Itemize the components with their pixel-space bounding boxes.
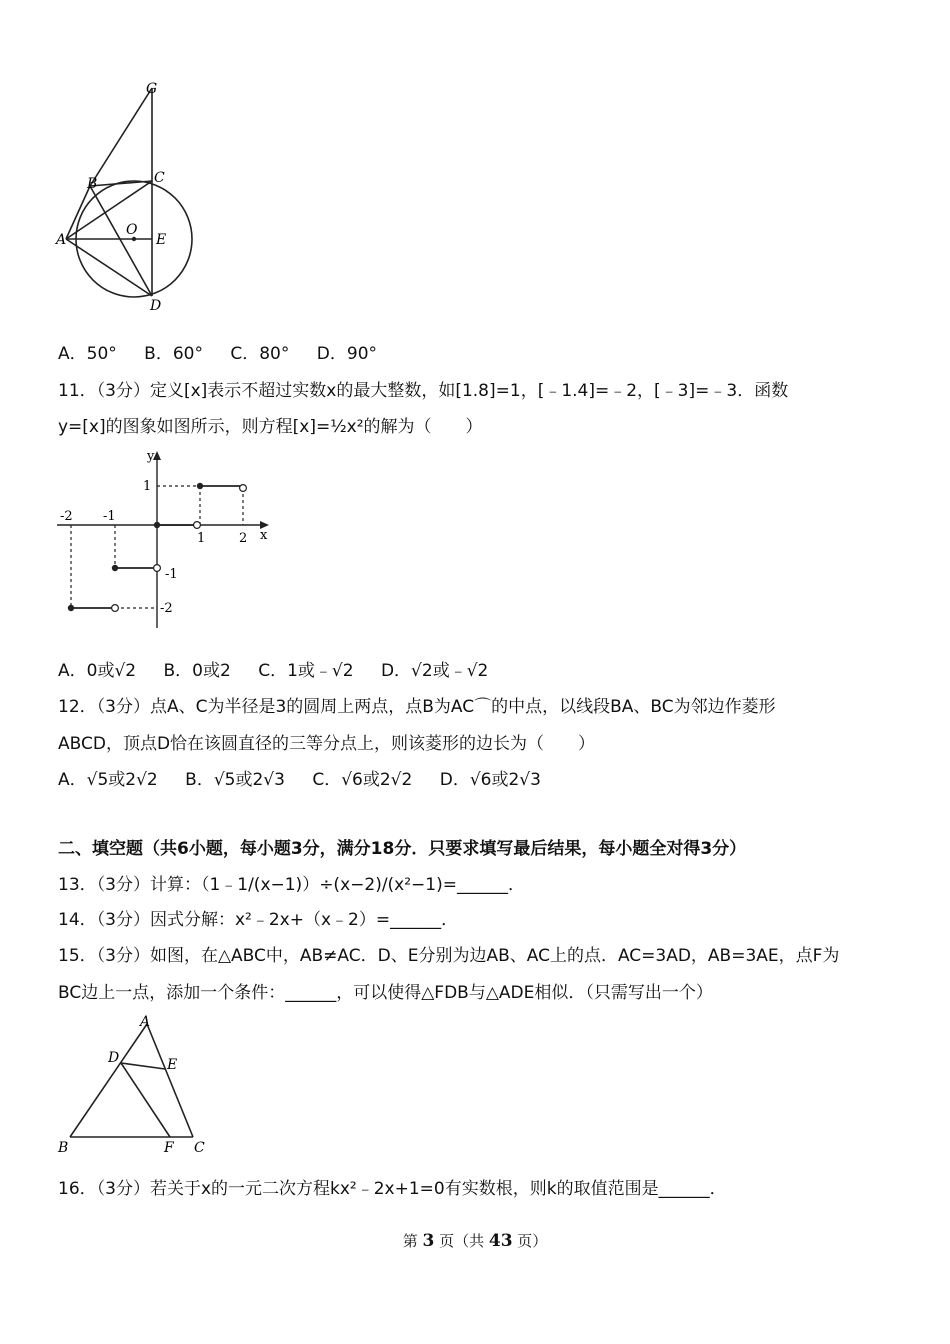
tick-y-1: 1 bbox=[143, 479, 152, 494]
footer-pre: 第 bbox=[402, 1232, 423, 1250]
y-axis-label: y bbox=[147, 449, 155, 464]
label-D: D bbox=[150, 298, 162, 314]
footer-page-number: 3 bbox=[422, 1231, 435, 1251]
tick-x-2: 2 bbox=[239, 531, 248, 546]
q11-options bbox=[58, 660, 510, 682]
q11-option-d[interactable]: D．√2或﹣√2 bbox=[380, 661, 489, 681]
label-A: A bbox=[140, 1014, 151, 1030]
q12-option-a[interactable]: A．√5或2√2 bbox=[58, 770, 158, 790]
q11-stem-line1: 11．（3分）定义[x]表示不超过实数x的最大整数，如[1.8]=1，[﹣1.4]=﹣2，[﹣3]=﹣3．函数 bbox=[58, 381, 789, 401]
q11-option-b[interactable]: B．0或2 bbox=[163, 661, 231, 681]
q12-option-c[interactable]: C．√6或2√2 bbox=[312, 770, 413, 790]
figure-triangle bbox=[52, 1012, 222, 1160]
tick-x-neg1: -1 bbox=[103, 509, 116, 524]
q13-stem: 13．（3分）计算：（1﹣1/(x−1)）÷(x−2)/(x²−1)=______． bbox=[58, 875, 525, 895]
q10-option-b[interactable]: B．60° bbox=[144, 344, 203, 364]
label-B: B bbox=[58, 1140, 69, 1156]
figure-circle bbox=[50, 78, 210, 318]
q11-stem-line2: y=[x]的图象如图所示，则方程[x]=½x²的解为（ ） bbox=[58, 417, 483, 437]
tick-y-neg2: -2 bbox=[160, 601, 173, 616]
page-footer bbox=[0, 1230, 950, 1251]
q11-option-a[interactable]: A．0或√2 bbox=[58, 661, 137, 681]
footer-mid: 页（共 bbox=[434, 1232, 489, 1250]
q10-option-d[interactable]: D．90° bbox=[316, 344, 378, 364]
tick-x-neg2: -2 bbox=[60, 509, 73, 524]
q12-option-d[interactable]: D．√6或2√3 bbox=[439, 770, 541, 790]
label-E: E bbox=[156, 232, 167, 248]
figure-floor-graph bbox=[55, 448, 285, 633]
q10-options bbox=[58, 343, 399, 365]
label-O: O bbox=[126, 222, 138, 238]
q12-stem-line2: ABCD，顶点D恰在该圆直径的三等分点上，则该菱形的边长为（ ） bbox=[58, 734, 596, 754]
q14-stem: 14．（3分）因式分解：x²﹣2x+（x﹣2）=______． bbox=[58, 910, 459, 930]
q15-stem-line1: 15．（3分）如图，在△ABC中，AB≠AC．D、E分别为边AB、AC上的点．AC=3AD，AB=3AE，点F为 bbox=[58, 946, 840, 966]
x-axis-label: x bbox=[260, 528, 268, 543]
q15-stem-line2: BC边上一点，添加一个条件：______，可以使得△FDB与△ADE相似．（只需写出一个） bbox=[58, 983, 713, 1003]
q10-option-a[interactable]: A．50° bbox=[58, 344, 117, 364]
q11-option-c[interactable]: C．1或﹣√2 bbox=[258, 661, 354, 681]
label-C: C bbox=[154, 170, 165, 186]
label-G: G bbox=[146, 81, 158, 97]
tick-y-neg1: -1 bbox=[165, 567, 178, 582]
q12-options bbox=[58, 769, 563, 791]
label-A: A bbox=[56, 232, 67, 248]
section-heading-fill-in: 二、填空题（共6小题，每小题3分，满分18分．只要求填写最后结果，每小题全对得3分） bbox=[58, 839, 747, 859]
footer-post: 页） bbox=[512, 1232, 548, 1250]
label-B: B bbox=[87, 176, 98, 192]
q10-option-c[interactable]: C．80° bbox=[230, 344, 290, 364]
label-D: D bbox=[108, 1050, 120, 1066]
q16-stem: 16．（3分）若关于x的一元二次方程kx²﹣2x+1=0有实数根，则k的取值范围是______． bbox=[58, 1179, 727, 1199]
label-F: F bbox=[164, 1140, 174, 1156]
tick-x-1: 1 bbox=[197, 531, 206, 546]
footer-total-pages: 43 bbox=[488, 1231, 513, 1251]
q12-stem-line1: 12．（3分）点A、C为半径是3的圆周上两点，点B为AC⌒的中点，以线段BA、BC为邻边作菱形 bbox=[58, 697, 776, 717]
label-E: E bbox=[167, 1057, 178, 1073]
label-C: C bbox=[194, 1140, 205, 1156]
q12-option-b[interactable]: B．√5或2√3 bbox=[185, 770, 285, 790]
